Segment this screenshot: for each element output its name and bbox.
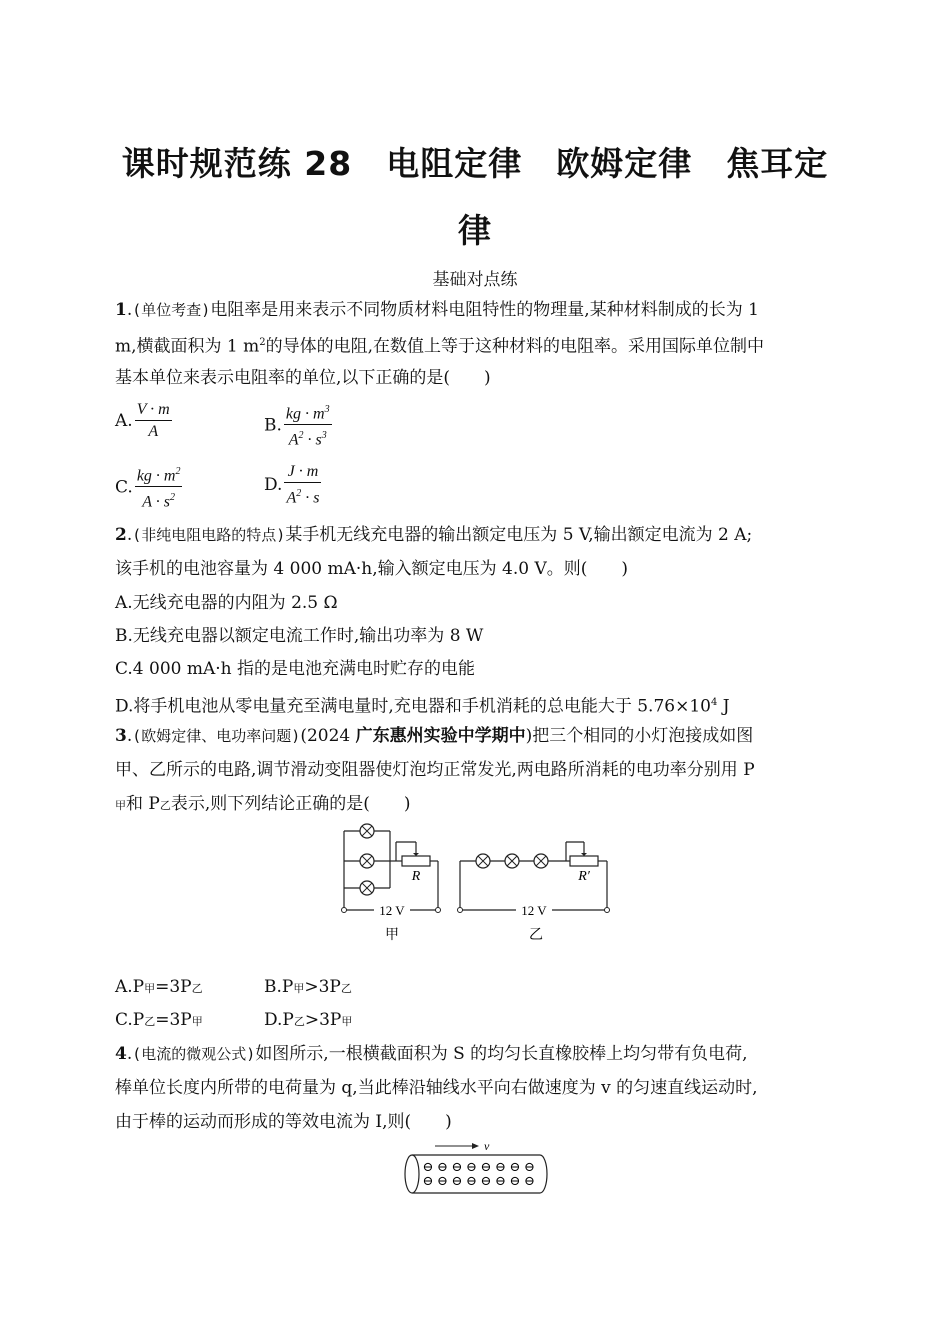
- negative-charge-icon: ⊖: [524, 1173, 535, 1188]
- q2-option-b[interactable]: B.无线充电器以额定电流工作时,输出功率为 8 W: [115, 626, 484, 646]
- negative-charge-icon: ⊖: [480, 1159, 492, 1174]
- q1-option-d[interactable]: [264, 462, 321, 509]
- left-caption: 甲: [385, 928, 399, 943]
- q2-number: 2: [115, 525, 127, 545]
- q4-text-1: 如图所示,一根横截面积为 S 的均匀长直橡胶棒上均匀带有负电荷,: [255, 1044, 748, 1064]
- negative-charge-icon: ⊖: [437, 1159, 448, 1174]
- q1-option-d-fraction: [284, 462, 321, 509]
- q1-text-2b: 的导体的电阻,在数值上等于这种材料的电阻率。采用国际单位制中: [265, 336, 765, 357]
- q1-tag: (单位考查): [132, 301, 211, 319]
- q1-text-2-sup: 2: [259, 337, 266, 348]
- q2-line-1: 2.(非纯电阻电路的特点)某手机无线充电器的输出额定电压为 5 V,输出额定电流为 2 A;: [115, 525, 753, 545]
- q4-line-3: 由于棒的运动而形成的等效电流为 I,则( ): [115, 1112, 452, 1132]
- q3-sub-2: 乙: [159, 799, 171, 812]
- page-title: 课时规范练 28 电阻定律 欧姆定律 焦耳定: [121, 144, 829, 183]
- negative-charge-icon: ⊖: [524, 1159, 535, 1174]
- q3-option-b[interactable]: B.P甲>3P乙: [264, 977, 352, 997]
- q1-option-c-fraction: [135, 462, 183, 514]
- q3-number: 3: [115, 726, 127, 746]
- q1-option-b-num: kg · $m^3$: [284, 400, 332, 425]
- q4-number: 4: [115, 1044, 127, 1064]
- q1-option-d-den: $A^2 \cdot s$: [286, 488, 320, 507]
- negative-charge-icon: ⊖: [466, 1173, 477, 1188]
- q3-text-3b: 表示,则下列结论正确的是( ): [170, 794, 411, 814]
- q3-source: 广东惠州实验中学期中: [355, 726, 526, 746]
- q3-option-c[interactable]: C.P乙=3P甲: [115, 1010, 203, 1030]
- q2-option-d-text: D.将手机电池从零电量充至满电量时,充电器和手机消耗的总电能大于 5.76×10: [115, 696, 711, 717]
- negative-charge-icon: ⊖: [495, 1173, 506, 1188]
- q4-line-2: 棒单位长度内所带的电荷量为 q,当此棒沿轴线水平向右做速度为 v 的匀速直线运动时,: [115, 1078, 758, 1098]
- q2-option-d[interactable]: [115, 692, 730, 718]
- q2-tag: (非纯电阻电路的特点): [132, 526, 286, 544]
- q4-rod-figure: [400, 1138, 552, 1200]
- q1-option-b-den: $A^2 \cdot s^3$: [288, 430, 327, 449]
- q3-source-c: ): [525, 726, 533, 746]
- negative-charge-icon: ⊖: [451, 1159, 463, 1174]
- left-resistor-label: R: [411, 869, 421, 884]
- q3-source-a: (2024: [300, 726, 356, 746]
- q1-option-c-label: C.: [115, 477, 133, 498]
- q1-option-a-den: A: [148, 423, 159, 440]
- q1-option-b-fraction: [284, 400, 332, 452]
- q4-line-1: 4.(电流的微观公式)如图所示,一根横截面积为 S 的均匀长直橡胶棒上均匀带有负电荷,: [115, 1044, 748, 1064]
- q3-option-d[interactable]: D.P乙>3P甲: [264, 1010, 353, 1030]
- q1-line-1: 1.(单位考查)电阻率是用来表示不同物质材料电阻特性的物理量,某种材料制成的长为 1: [115, 300, 759, 320]
- q1-option-a-num: V · m: [135, 400, 172, 421]
- q1-line-2: [115, 332, 764, 358]
- q4-tag: (电流的微观公式): [132, 1045, 256, 1063]
- q3-line-3: [115, 793, 411, 817]
- negative-charge-icon: ⊖: [451, 1173, 463, 1188]
- negative-charge-icon: ⊖: [509, 1159, 521, 1174]
- right-voltage-label: 12 V: [521, 903, 547, 918]
- q3-text-1: 把三个相同的小灯泡接成如图: [532, 726, 754, 746]
- q2-text-1: 某手机无线充电器的输出额定电压为 5 V,输出额定电流为 2 A;: [285, 525, 753, 545]
- page-title-continued: 律: [458, 211, 492, 250]
- negative-charge-icon: ⊖: [495, 1159, 506, 1174]
- section-heading: 基础对点练: [432, 270, 518, 290]
- q1-option-c-den: $A \cdot s^2$: [142, 492, 175, 511]
- q3-lamps: [360, 824, 548, 895]
- q1-option-b-label: B.: [264, 415, 282, 436]
- negative-charge-icon: ⊖: [466, 1159, 477, 1174]
- q1-option-c[interactable]: [115, 462, 182, 514]
- q2-option-d-tail: J: [717, 696, 730, 717]
- q3-line-1: 3.(欧姆定律、电功率问题)(2024 广东惠州实验中学期中)把三个相同的小灯泡接成如图: [115, 726, 754, 746]
- q2-option-a[interactable]: A.无线充电器的内阻为 2.5 Ω: [115, 593, 338, 613]
- q1-option-b[interactable]: [264, 400, 332, 452]
- q3-text-3a: 和 P: [126, 794, 160, 814]
- q3-sub-1: 甲: [115, 799, 126, 812]
- q1-number: 1: [115, 300, 127, 320]
- q1-text-2a: m,横截面积为 1 m: [115, 336, 260, 357]
- q1-option-a-label: A.: [115, 411, 133, 431]
- q3-line-2: 甲、乙所示的电路,调节滑动变阻器使灯泡均正常发光,两电路所消耗的电功率分别用 P: [115, 760, 755, 780]
- q1-option-c-num: kg · $m^2$: [135, 462, 183, 487]
- q2-option-c[interactable]: C.4 000 mA·h 指的是电池充满电时贮存的电能: [115, 659, 476, 679]
- q3-tag: (欧姆定律、电功率问题): [132, 727, 301, 745]
- velocity-label: v: [484, 1139, 490, 1153]
- q2-option-d-sup: 4: [710, 697, 718, 708]
- q2-line-2: 该手机的电池容量为 4 000 mA·h,输入额定电压为 4.0 V。则( ): [115, 559, 629, 579]
- negative-charge-icon: ⊖: [509, 1173, 521, 1188]
- q1-option-a[interactable]: [115, 400, 172, 443]
- negative-charge-icon: ⊖: [422, 1159, 434, 1174]
- q1-option-d-num: J · m: [284, 462, 321, 483]
- q1-line-3: 基本单位来表示电阻率的单位,以下正确的是( ): [115, 368, 491, 388]
- negative-charge-icon: ⊖: [480, 1173, 492, 1188]
- q1-option-a-fraction: [135, 400, 172, 443]
- negative-charge-icon: ⊖: [437, 1173, 448, 1188]
- q1-option-d-label: D.: [264, 475, 283, 496]
- q3-circuit-figure: [330, 822, 620, 947]
- q1-text-1: 电阻率是用来表示不同物质材料电阻特性的物理量,某种材料制成的长为 1: [210, 300, 759, 320]
- right-resistor-label: R′: [578, 869, 590, 884]
- negative-charge-icon: ⊖: [422, 1173, 434, 1188]
- right-caption: 乙: [529, 928, 543, 943]
- q3-option-a[interactable]: A.P甲=3P乙: [115, 977, 203, 997]
- left-voltage-label: 12 V: [379, 903, 405, 918]
